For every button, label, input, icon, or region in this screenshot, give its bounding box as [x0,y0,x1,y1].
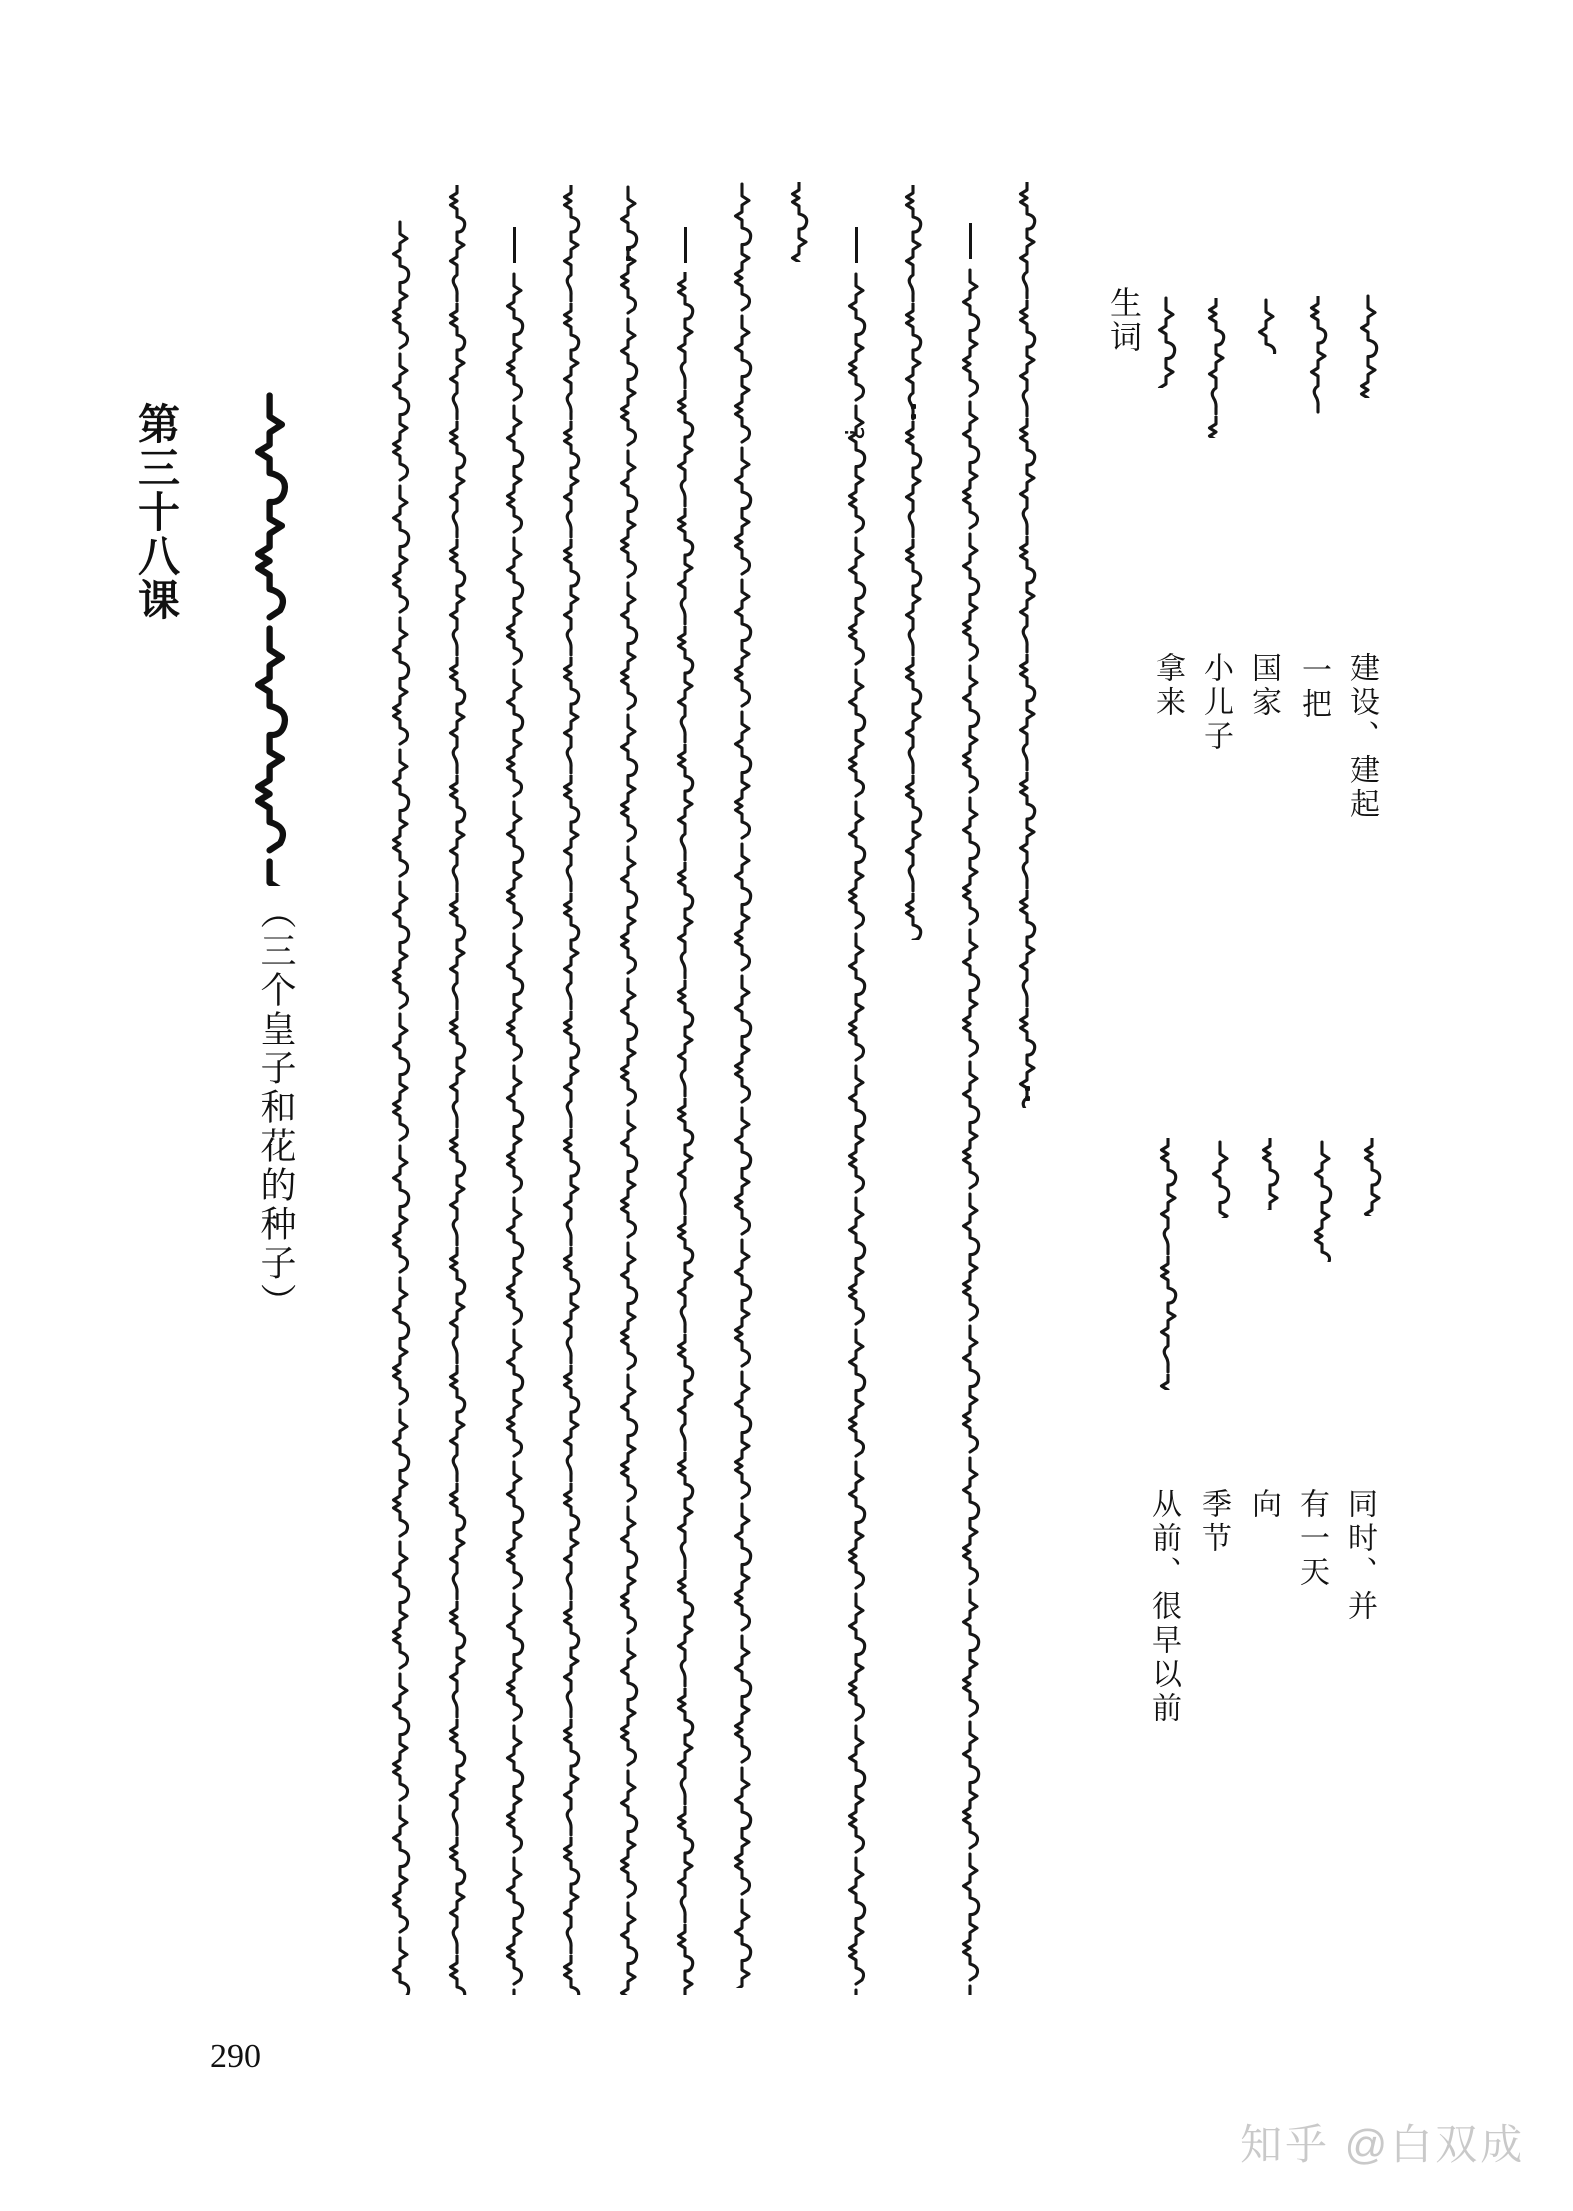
mongolian-vocab-word [1312,1140,1338,1262]
mongolian-lesson-title-column [252,392,298,886]
mongolian-colon [1025,1086,1030,1091]
lesson-title: 第三十八课 [132,402,178,622]
vocab-header: 生词 [1106,286,1142,354]
mongolian-vocab-word [1158,1138,1184,1390]
mongolian-text-column [1017,182,1043,1108]
question-mark: ? [837,426,868,440]
dialogue-dash [684,227,687,263]
vocab-gloss: 季节 [1197,1488,1230,1556]
dialogue-dash [969,223,972,259]
page-number: 290 [210,2038,261,2075]
vocab-gloss: 建设、建起 [1345,652,1378,822]
mongolian-vocab-word [1362,1138,1388,1216]
mongolian-text-column [561,185,587,1995]
lesson-subtitle: （三个皇子和花的种子） [256,893,296,1322]
mongolian-text-column [903,185,929,940]
mongolian-text-column [675,272,701,1995]
vocab-gloss: 国家 [1247,652,1280,720]
vocab-gloss: 向 [1247,1488,1280,1522]
mongolian-vocab-word [1210,1140,1236,1218]
mongolian-vocab-word [1206,298,1232,438]
mongolian-text-column [504,272,530,1995]
mongolian-vocab-word [1256,298,1282,354]
mongolian-text-column [960,268,986,1995]
vocab-gloss: 拿来 [1151,652,1184,720]
mongolian-text-column [447,185,473,1995]
vocab-gloss: 同时、并 [1343,1488,1376,1624]
mongolian-colon [911,404,916,409]
mongolian-vocab-word [1260,1138,1286,1210]
mongolian-text-column [618,185,644,1995]
mongolian-text-column [846,272,872,1995]
vocab-gloss: 从前、很早以前 [1147,1488,1180,1726]
dialogue-dash [855,227,858,263]
mongolian-colon [626,246,631,251]
mongolian-vocab-word [1308,296,1334,414]
mongolian-vocab-word [1358,294,1384,398]
vocab-gloss: 小儿子 [1199,652,1232,754]
mongolian-text-column [789,182,815,262]
dialogue-dash [513,227,516,263]
mongolian-text-column [390,220,416,1995]
mongolian-vocab-word [1156,296,1182,388]
mongolian-text-column [732,182,758,1988]
watermark: 知乎 @白双成 [1240,2121,1526,2168]
vocab-gloss: 有一天 [1295,1488,1328,1590]
vocab-gloss: 一把 [1297,654,1330,722]
